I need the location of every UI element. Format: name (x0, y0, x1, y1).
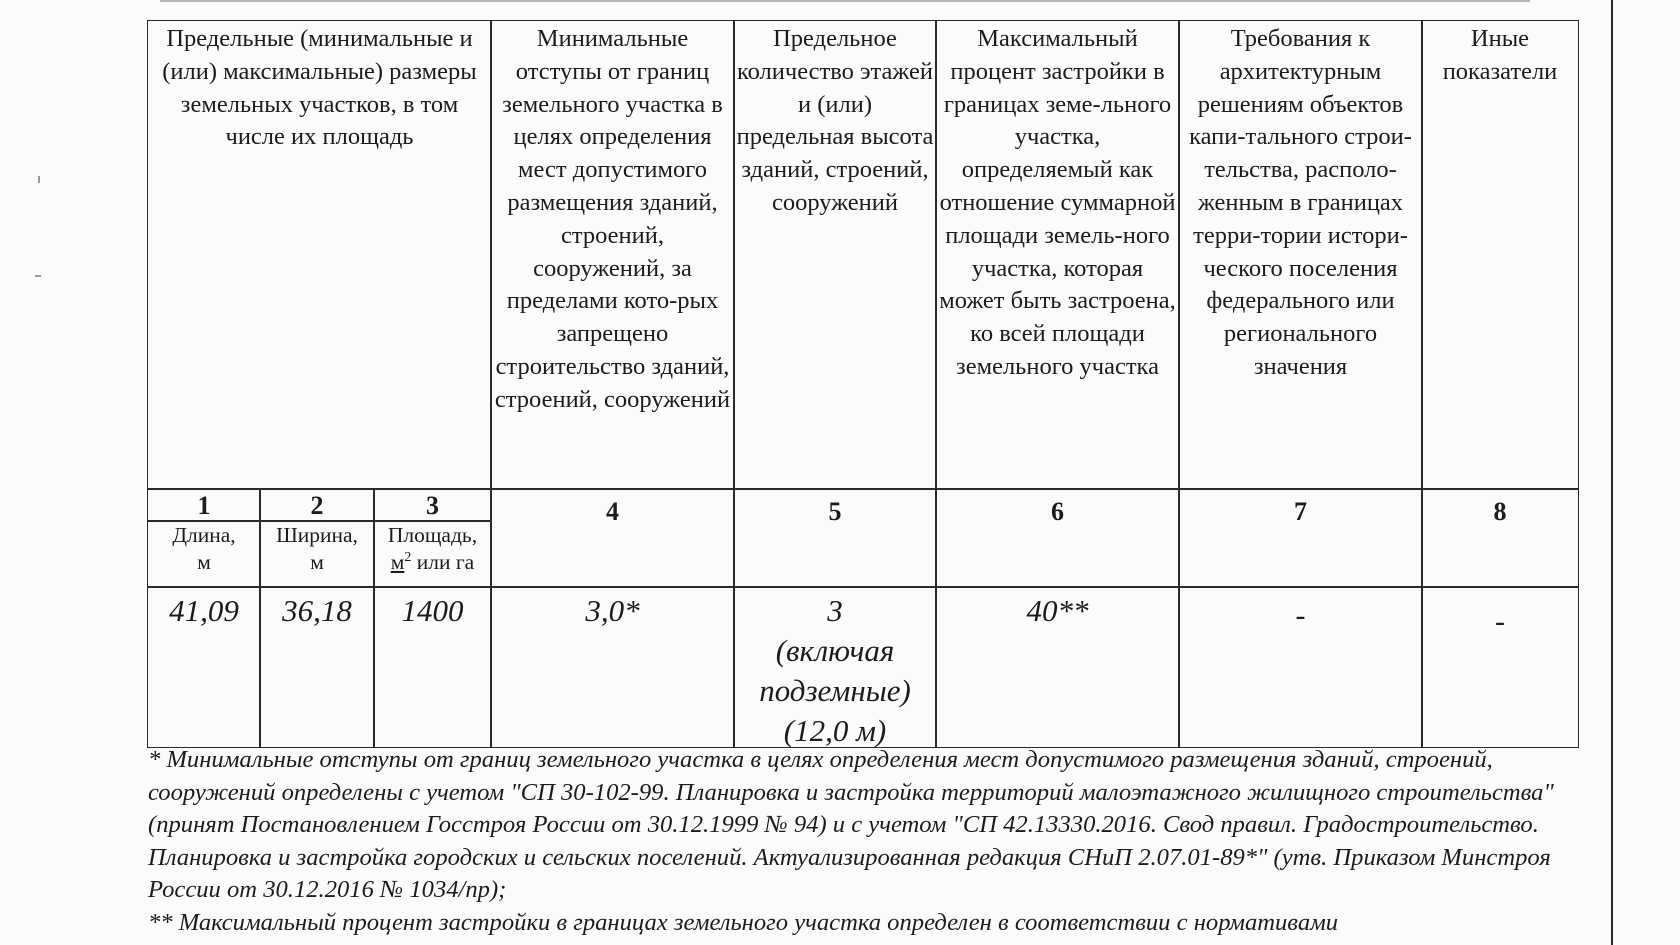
scan-mark (35, 275, 41, 277)
col-number-1: 1 (147, 488, 261, 522)
value-other: - (1421, 586, 1579, 748)
subheader-area: Площадь, $м^2$ или га (373, 520, 492, 588)
footnote-setbacks: * Минимальные отступы от границ земельного участка в целях определения мест допустимого размещения зданий, строений, сооружений определены с учетом "СП 30-102-99. Планировка и застройка территорий малоэтажного жилищного строительства" (принят Постановлением Госстроя России от 30.12.1999 № 94) и с учетом "СП 42.13330.2016. Свод правил. Градостроительство. Планировка и застройка городских и сельских поселений. Актуализированная редакция СНиП 2.07.01-89*" (утв. Приказом Минстроя России от 30.12.2016 № 1034/пр); (148, 746, 1554, 903)
header-build-percent: Максимальный процент застройки в границах земе-льного участка, определяемый как отношение суммарной площади земель-ного участка, которая может быть застроена, ко всей площади земельного участка (935, 20, 1180, 490)
header-other: Иные показатели (1421, 20, 1579, 490)
value-floors: 3 (включая подземные) (12,0 м) (733, 586, 937, 748)
col-number-7: 7 (1178, 488, 1423, 588)
value-setback: 3,0* (490, 586, 735, 748)
top-border-line (160, 0, 1530, 2)
col-number-5: 5 (733, 488, 937, 588)
col-number-2: 2 (259, 488, 375, 522)
footnotes (148, 744, 1588, 939)
scan-mark (38, 176, 40, 183)
subheader-width: Ширина, м (259, 520, 375, 588)
value-build-percent: 40** (935, 586, 1180, 748)
value-requirements: - (1178, 586, 1423, 748)
footnote-build-percent: ** Максимальный процент застройки в границах земельного участка определен в соответствии с нормативами (148, 908, 1339, 936)
header-floors: Предельное количество этажей и (или) предельная высота зданий, строений, сооружений (733, 20, 937, 490)
value-length: 41,09 (147, 586, 261, 748)
col-number-4: 4 (490, 488, 735, 588)
value-area: 1400 (373, 586, 492, 748)
header-setbacks: Минимальные отступы от границ земельного участка в целях определения мест допустимого размещения зданий, строений, сооружений, за пределами кото-рых запрещено строительство зданий, строений, сооружений (490, 20, 735, 490)
value-width: 36,18 (259, 586, 375, 748)
page-right-edge (1611, 0, 1613, 945)
col-number-6: 6 (935, 488, 1180, 588)
subheader-length: Длина, м (147, 520, 261, 588)
col-number-3: 3 (373, 488, 492, 522)
header-plot-sizes: Предельные (минимальные и (или) максимальные) размеры земельных участков, в том числе их площадь (147, 20, 492, 490)
col-number-8: 8 (1421, 488, 1579, 588)
header-requirements: Требования к архитектурным решениям объектов капи-тального строи-тельства, располо-женным в границах терри-тории истори-ческого поселения федерального или регионального значения (1178, 20, 1423, 490)
